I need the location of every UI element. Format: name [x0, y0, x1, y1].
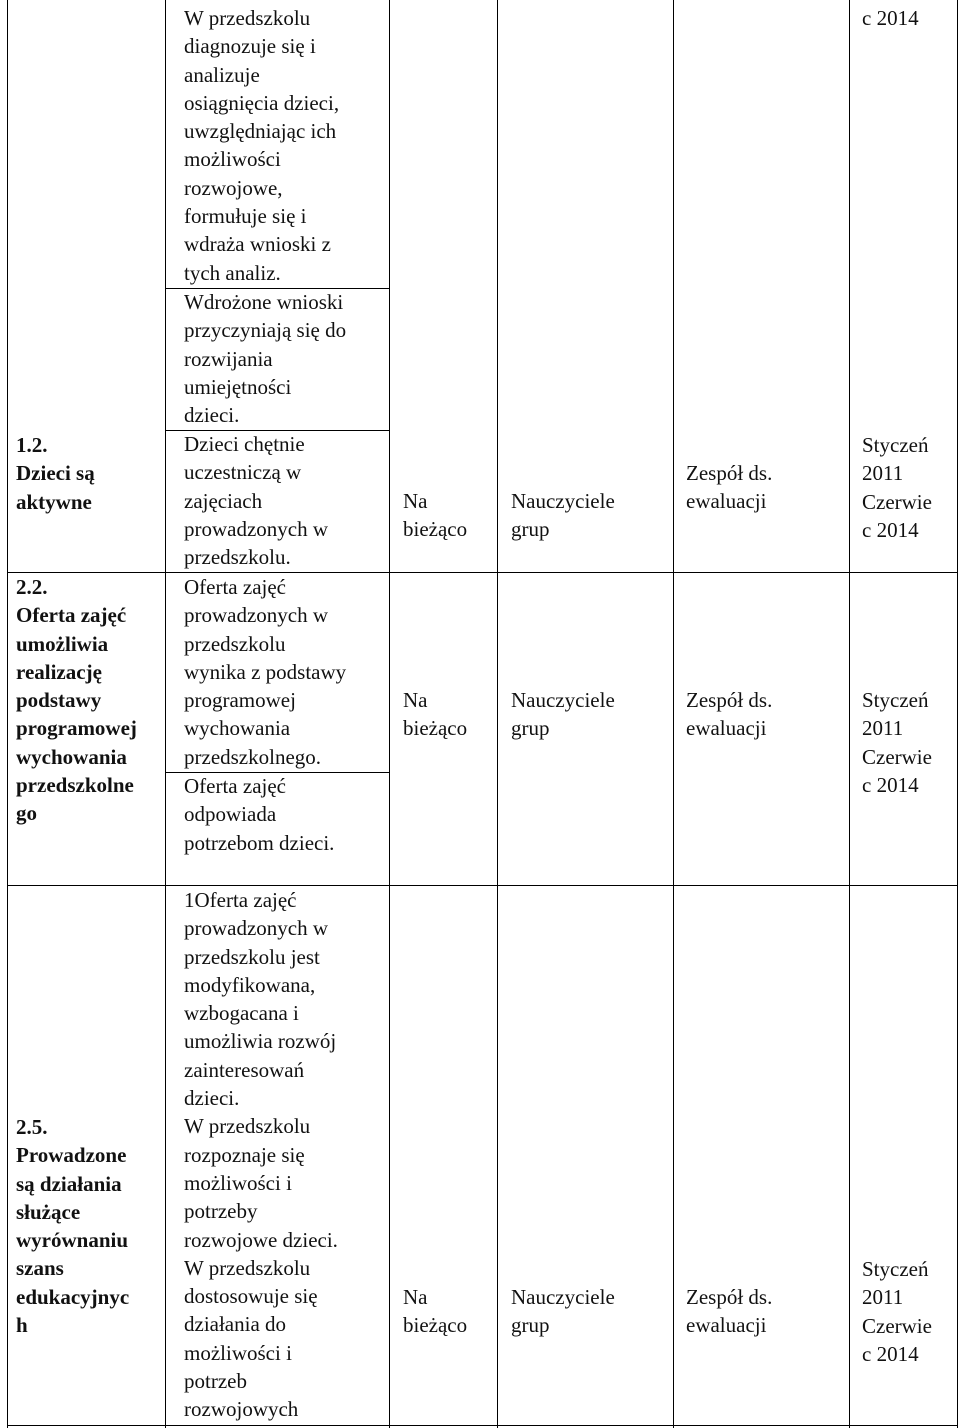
criterion-line: możliwości i — [184, 1340, 292, 1365]
who-line: Nauczyciele — [511, 1285, 615, 1309]
team-2-5 — [686, 1283, 772, 1340]
area-line: Dzieci są — [16, 461, 95, 486]
period-line: Styczeń — [862, 433, 929, 457]
team-line: ewaluacji — [686, 489, 767, 514]
criterion-line: modyfikowana, — [184, 972, 316, 997]
criterion-line: możliwości — [184, 147, 281, 172]
criterion-line: odpowiada — [184, 802, 277, 827]
criterion-1-2-c — [184, 430, 328, 571]
col-divider-3 — [497, 0, 498, 1428]
area-line: 2.5. — [16, 1115, 48, 1139]
criterion-line: analizuje — [184, 62, 260, 87]
period-line: Styczeń — [862, 1257, 929, 1281]
criterion-line: przedszkolu jest — [184, 944, 320, 969]
who-line: Nauczyciele — [511, 489, 615, 513]
period-line: 2011 — [862, 461, 904, 486]
team-line: Zespół ds. — [686, 688, 773, 712]
area-line: są działania — [16, 1171, 122, 1196]
who-1-2 — [511, 487, 615, 544]
criterion-line: przedszkolu. — [184, 545, 291, 570]
criterion-line: prowadzonych w — [184, 516, 329, 541]
period-2-5 — [862, 1255, 932, 1368]
criterion-line: programowej — [184, 688, 296, 713]
criterion-line: dostosowuje się — [184, 1284, 318, 1309]
criterion-line: przedszkolnego. — [184, 744, 322, 769]
criterion-line: zajęciach — [184, 488, 263, 513]
table-border-left — [7, 0, 8, 1428]
col-divider-2 — [389, 0, 390, 1428]
period-line: Styczeń — [862, 688, 929, 712]
who-line: grup — [511, 716, 550, 741]
criterion-line: zainteresowań — [184, 1057, 305, 1082]
row-divider-mid — [7, 885, 958, 886]
area-line: aktywne — [16, 489, 92, 514]
criterion-line: potrzeby — [184, 1199, 258, 1224]
criterion-line: możliwości i — [184, 1170, 292, 1195]
carryover-text: c 2014 — [862, 6, 919, 30]
criterion-line: rozwijania — [184, 346, 273, 371]
criterion-line: wdraża wnioski z — [184, 232, 331, 257]
criterion-line: rozwojowych — [184, 1397, 299, 1422]
period-line: c 2014 — [862, 1341, 919, 1366]
criterion-1-2-b — [184, 288, 346, 429]
who-line: grup — [511, 517, 550, 542]
criterion-line: wzbogacana i — [184, 1001, 299, 1026]
criterion-line: uwzględniając ich — [184, 119, 337, 144]
area-line: przedszkolne — [16, 773, 134, 798]
period-line: Czerwie — [862, 744, 932, 769]
col-divider-1 — [165, 0, 166, 1428]
team-line: Zespół ds. — [686, 461, 773, 485]
criterion-line: Dzieci chętnie — [184, 432, 305, 456]
criteria-2-5 — [184, 886, 338, 1424]
who-2-2 — [511, 686, 615, 743]
area-line: umożliwia — [16, 631, 109, 656]
when-line: bieżąco — [403, 1313, 468, 1338]
criterion-line: potrzebom dzieci. — [184, 830, 335, 855]
criterion-2-2-a — [184, 573, 346, 771]
period-line: c 2014 — [862, 772, 919, 797]
area-line: wychowania — [16, 744, 127, 769]
area-line: programowej — [16, 716, 137, 741]
period-1-2 — [862, 431, 932, 544]
area-line: szans — [16, 1256, 64, 1281]
area-line: Oferta zajęć — [16, 603, 127, 628]
criterion-line: umiejętności — [184, 374, 292, 399]
criterion-line: tych analiz. — [184, 260, 281, 285]
team-line: Zespół ds. — [686, 1285, 773, 1309]
criterion-line: wynika z podstawy — [184, 659, 347, 684]
criterion-line: osiągnięcia dzieci, — [184, 90, 340, 115]
area-1-2 — [16, 431, 95, 516]
criterion-line: 1Oferta zajęć — [184, 888, 297, 912]
criterion-line: Oferta zajęć — [184, 774, 286, 798]
criterion-line: rozpoznaje się — [184, 1142, 305, 1167]
criterion-line: przedszkolu — [184, 631, 286, 656]
criterion-2-2-b — [184, 772, 334, 857]
area-line: podstawy — [16, 688, 102, 713]
area-line: 2.2. — [16, 575, 48, 599]
criterion-line: dzieci. — [184, 1086, 240, 1111]
criterion-line: W przedszkolu — [184, 1114, 311, 1139]
area-line: wyrównaniu — [16, 1228, 129, 1253]
when-line: Na — [403, 1285, 428, 1309]
area-line: go — [16, 801, 37, 826]
carryover-period — [862, 4, 919, 32]
area-line: 1.2. — [16, 433, 48, 457]
when-line: Na — [403, 489, 428, 513]
team-2-2 — [686, 686, 772, 743]
who-2-5 — [511, 1283, 615, 1340]
table-border-bottom — [7, 1425, 958, 1426]
criterion-line: umożliwia rozwój — [184, 1029, 337, 1054]
when-2-5 — [403, 1283, 467, 1340]
criterion-line: Oferta zajęć — [184, 575, 286, 599]
row-divider-top-right — [389, 572, 957, 573]
criterion-line: rozwojowe dzieci. — [184, 1227, 338, 1252]
criterion-line: formułuje się i — [184, 204, 307, 229]
criterion-line: dzieci. — [184, 403, 240, 428]
criterion-1-2-a — [184, 4, 339, 287]
criterion-line: Wdrożone wnioski — [184, 290, 344, 314]
criterion-line: rozwojowe, — [184, 175, 283, 200]
table-border-right — [957, 0, 958, 1428]
area-line: edukacyjnyc — [16, 1284, 130, 1309]
period-line: Czerwie — [862, 1313, 932, 1338]
period-line: 2011 — [862, 716, 904, 741]
when-line: bieżąco — [403, 517, 468, 542]
when-1-2 — [403, 487, 467, 544]
criterion-line: prowadzonych w — [184, 916, 329, 941]
who-line: grup — [511, 1313, 550, 1338]
area-line: Prowadzone — [16, 1143, 127, 1168]
criterion-line: potrzeb — [184, 1369, 247, 1394]
when-2-2 — [403, 686, 467, 743]
team-line: ewaluacji — [686, 716, 767, 741]
area-2-5 — [16, 1113, 129, 1339]
criterion-line: prowadzonych w — [184, 603, 329, 628]
criterion-line: diagnozuje się i — [184, 34, 316, 59]
criterion-line: wychowania — [184, 716, 291, 741]
who-line: Nauczyciele — [511, 688, 615, 712]
area-line: realizację — [16, 659, 102, 684]
team-line: ewaluacji — [686, 1313, 767, 1338]
area-line: h — [16, 1313, 28, 1338]
col-divider-5 — [849, 0, 850, 1428]
when-line: Na — [403, 688, 428, 712]
criterion-line: przyczyniają się do — [184, 318, 347, 343]
col-divider-4 — [673, 0, 674, 1428]
period-2-2 — [862, 686, 932, 799]
criterion-line: W przedszkolu — [184, 1255, 311, 1280]
criterion-line: działania do — [184, 1312, 287, 1337]
team-1-2 — [686, 459, 772, 516]
period-line: Czerwie — [862, 489, 932, 514]
area-2-2 — [16, 573, 137, 828]
criterion-line: W przedszkolu — [184, 6, 311, 30]
period-line: c 2014 — [862, 517, 919, 542]
area-line: służące — [16, 1199, 81, 1224]
when-line: bieżąco — [403, 716, 468, 741]
period-line: 2011 — [862, 1285, 904, 1310]
criterion-line: uczestniczą w — [184, 460, 302, 485]
